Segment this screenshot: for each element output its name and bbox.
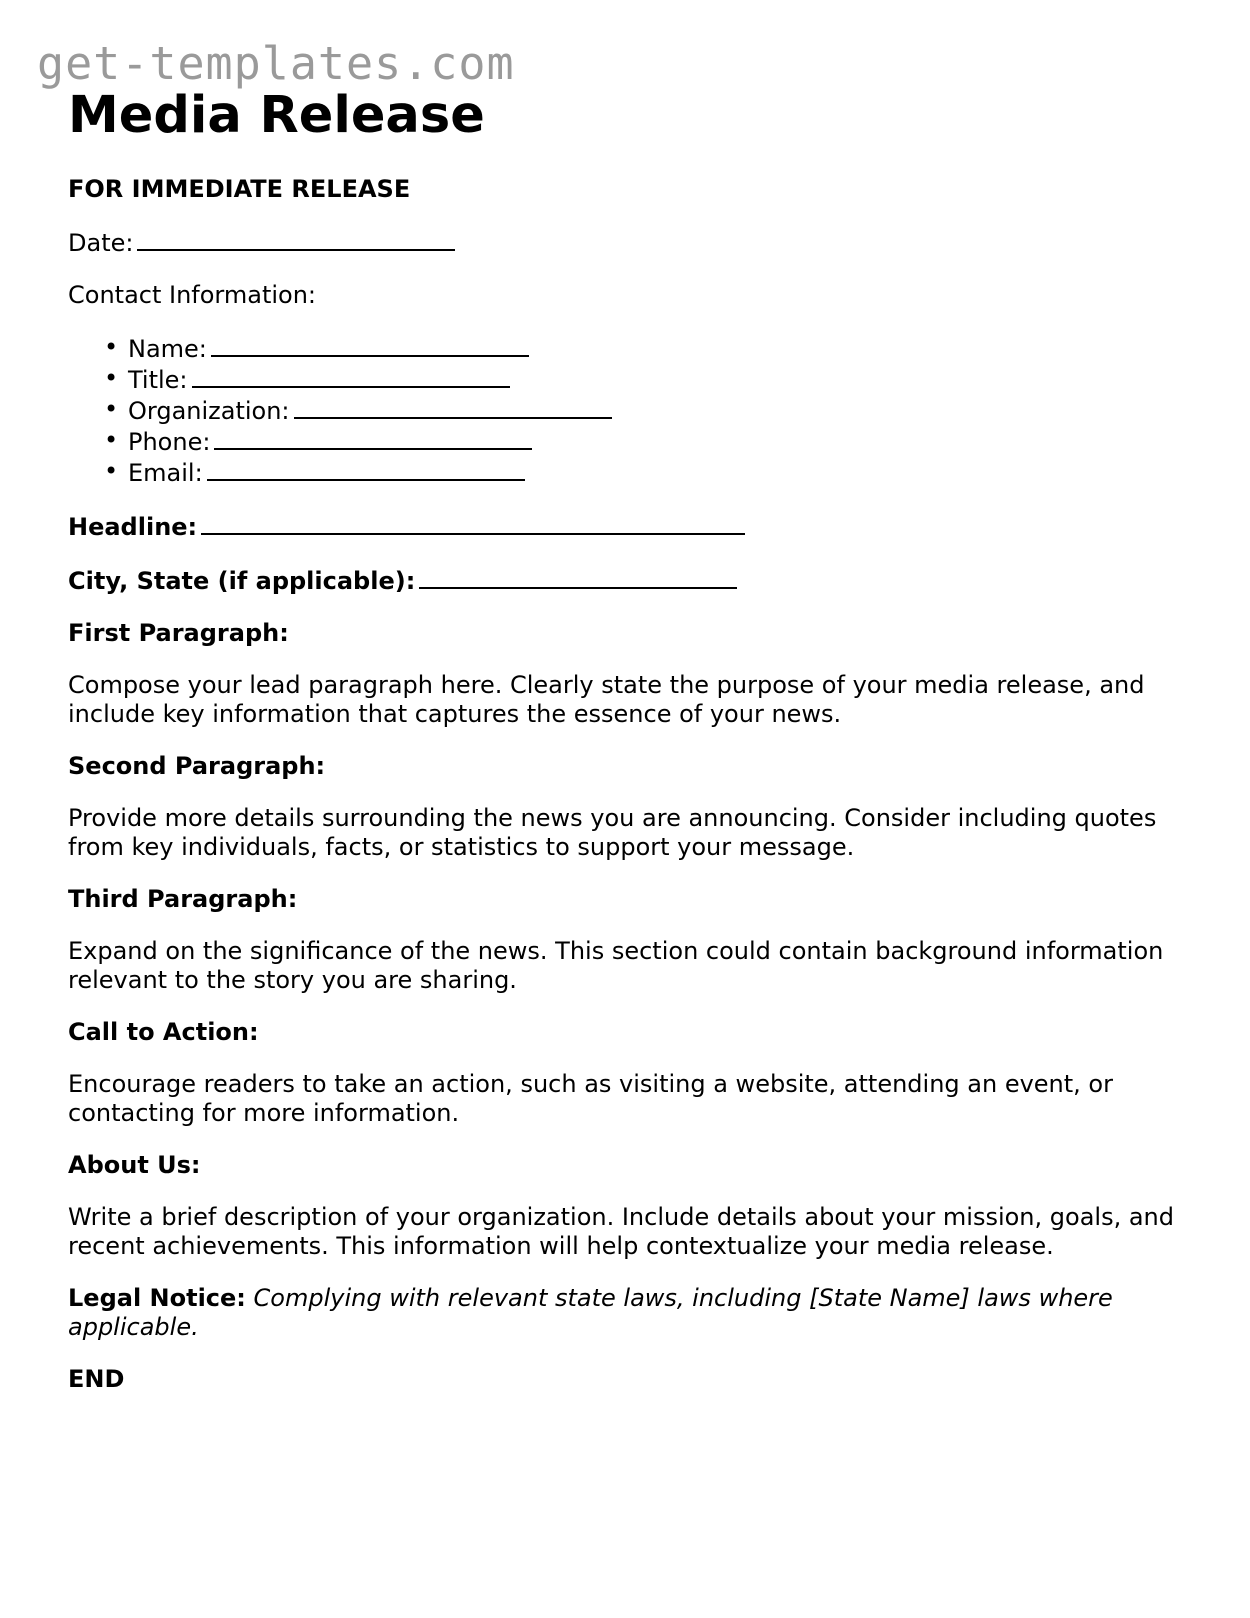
- contact-phone-label: Phone:: [128, 428, 211, 456]
- contact-label: Contact Information:: [68, 281, 317, 309]
- section-heading-third: Third Paragraph:: [68, 885, 298, 913]
- headline-label: Headline:: [68, 513, 198, 541]
- legal-notice: [68, 1284, 1188, 1342]
- city-line: [68, 565, 1188, 596]
- section-heading-about-us: About Us:: [68, 1151, 201, 1179]
- section-heading-call-to-action: Call to Action:: [68, 1018, 259, 1046]
- date-label: Date:: [68, 229, 134, 257]
- section-body-call-to-action: Encourage readers to take an action, such as visiting a website, attending an event, or contacting for more information.: [68, 1070, 1113, 1127]
- contact-email-label: Email:: [128, 459, 203, 487]
- contact-item-name: [128, 333, 1188, 364]
- date-line: [68, 227, 1188, 258]
- contact-organization-label: Organization:: [128, 397, 290, 425]
- release-line: FOR IMMEDIATE RELEASE: [68, 175, 411, 203]
- section-body-third: Expand on the significance of the news. This section could contain background information relevant to the story you are sharing.: [68, 937, 1164, 994]
- section-body-second: Provide more details surrounding the news you are announcing. Consider including quotes from key individuals, facts, or statistics to support your message.: [68, 804, 1157, 861]
- contact-item-title: [128, 364, 1188, 395]
- contact-list: [68, 333, 1188, 488]
- legal-notice-text: Complying with relevant state laws, including [State Name] laws where applicable.: [68, 1284, 1113, 1341]
- document: [68, 86, 1188, 1394]
- contact-item-email: [128, 457, 1188, 488]
- end-marker: END: [68, 1365, 125, 1393]
- headline-line: [68, 511, 1188, 542]
- city-blank[interactable]: [419, 565, 737, 589]
- contact-item-phone: [128, 426, 1188, 457]
- contact-name-label: Name:: [128, 335, 207, 363]
- contact-item-organization: [128, 395, 1188, 426]
- contact-email-blank[interactable]: [207, 457, 525, 481]
- section-heading-second: Second Paragraph:: [68, 752, 326, 780]
- document-title: Media Release: [68, 86, 485, 145]
- headline-blank[interactable]: [201, 511, 745, 535]
- section-heading-first: First Paragraph:: [68, 619, 289, 647]
- contact-name-blank[interactable]: [211, 333, 529, 357]
- section-body-about-us: Write a brief description of your organization. Include details about your mission, goals, and recent achievements. This information will help contextualize your media release.: [68, 1203, 1174, 1260]
- city-label: City, State (if applicable):: [68, 567, 416, 595]
- contact-organization-blank[interactable]: [294, 395, 612, 419]
- contact-title-blank[interactable]: [192, 364, 510, 388]
- contact-title-label: Title:: [128, 366, 188, 394]
- contact-phone-blank[interactable]: [214, 426, 532, 450]
- section-body-first: Compose your lead paragraph here. Clearly state the purpose of your media release, and include key information that captures the essence of your news.: [68, 671, 1145, 728]
- watermark: get-templates.com: [37, 37, 515, 90]
- date-blank[interactable]: [137, 227, 455, 251]
- legal-notice-label: Legal Notice:: [68, 1284, 246, 1312]
